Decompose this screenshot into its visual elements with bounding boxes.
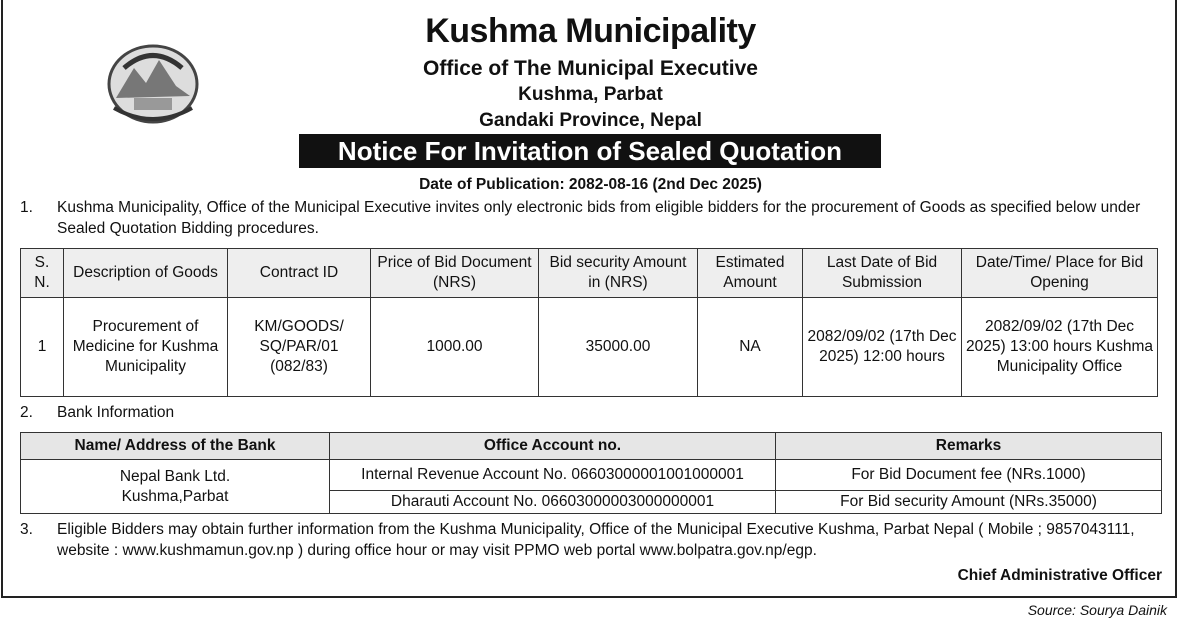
header-last-date: Last Date of Bid Submission [803, 249, 962, 298]
source-credit: Source: Sourya Dainik [1027, 602, 1167, 618]
header-bid-security: Bid security Amount in (NRS) [539, 249, 698, 298]
paragraph-text: Kushma Municipality, Office of the Municipal Executive invites only electronic bids from eligible bidders for the procurement of Goods as specified below under Sealed Quotation Bidding procedures. [57, 199, 1141, 237]
location: Kushma, Parbat [518, 84, 663, 105]
cell-account: Internal Revenue Account No. 06603000001001000001 [330, 460, 776, 491]
municipality-title: Kushma Municipality [425, 12, 756, 50]
procurement-table [20, 248, 1158, 397]
cell-sn: 1 [21, 298, 64, 397]
paragraph-number: 3. [20, 521, 33, 538]
cell-estimated: NA [698, 298, 803, 397]
bank-table [20, 432, 1162, 514]
table-header-row [21, 433, 1162, 460]
text-part: ) during office hour or may visit PPMO web portal www.bolpatra.gov.np/egp. [293, 542, 817, 559]
website-link[interactable]: www.kushmamun.gov.np [122, 542, 294, 559]
publication-date: Date of Publication: 2082-08-16 (2nd Dec 2025) [419, 176, 762, 193]
office-name: Office of The Municipal Executive [423, 57, 758, 80]
cell-bid-security: 35000.00 [539, 298, 698, 397]
header-account: Office Account no. [330, 433, 776, 460]
notice-title: Notice For Invitation of Sealed Quotation [299, 134, 881, 168]
cell-bank: Nepal Bank Ltd. Kushma,Parbat [21, 460, 330, 514]
cell-contract-id: KM/GOODS/ SQ/PAR/01 (082/83) [228, 298, 371, 397]
header-bid-opening: Date/Time/ Place for Bid Opening [962, 249, 1158, 298]
paragraph-number: 1. [20, 199, 33, 216]
header-remarks: Remarks [776, 433, 1162, 460]
table-row [21, 298, 1158, 397]
province: Gandaki Province, Nepal [479, 110, 702, 131]
cell-description: Procurement of Medicine for Kushma Municipality [64, 298, 228, 397]
table-header-row [21, 249, 1158, 298]
paragraph-text: Bank Information [57, 404, 175, 421]
paragraph-number: 2. [20, 404, 33, 421]
cell-remark: For Bid Document fee (NRs.1000) [776, 460, 1162, 491]
cell-bid-opening: 2082/09/02 (17th Dec 2025) 13:00 hours Kushma Municipality Office [962, 298, 1158, 397]
header-price: Price of Bid Document (NRS) [371, 249, 539, 298]
table-row [21, 460, 1162, 491]
cell-price: 1000.00 [371, 298, 539, 397]
header-bank: Name/ Address of the Bank [21, 433, 330, 460]
cell-last-date: 2082/09/02 (17th Dec 2025) 12:00 hours [803, 298, 962, 397]
header-contract-id: Contract ID [228, 249, 371, 298]
paragraph-text [57, 519, 1167, 561]
signature: Chief Administrative Officer [957, 567, 1162, 584]
header-estimated: Estimated Amount [698, 249, 803, 298]
cell-account: Dharauti Account No. 06603000003000000001 [330, 491, 776, 514]
header-description: Description of Goods [64, 249, 228, 298]
cell-remark: For Bid security Amount (NRs.35000) [776, 491, 1162, 514]
header-sn: S. N. [21, 249, 64, 298]
text-part: Eligible Bidders may obtain further information from the Kushma Municipality, Office of the Municipal Executive Kushma, Parbat Nepal ( Mobile ; 9857043111, website : [57, 521, 1135, 559]
